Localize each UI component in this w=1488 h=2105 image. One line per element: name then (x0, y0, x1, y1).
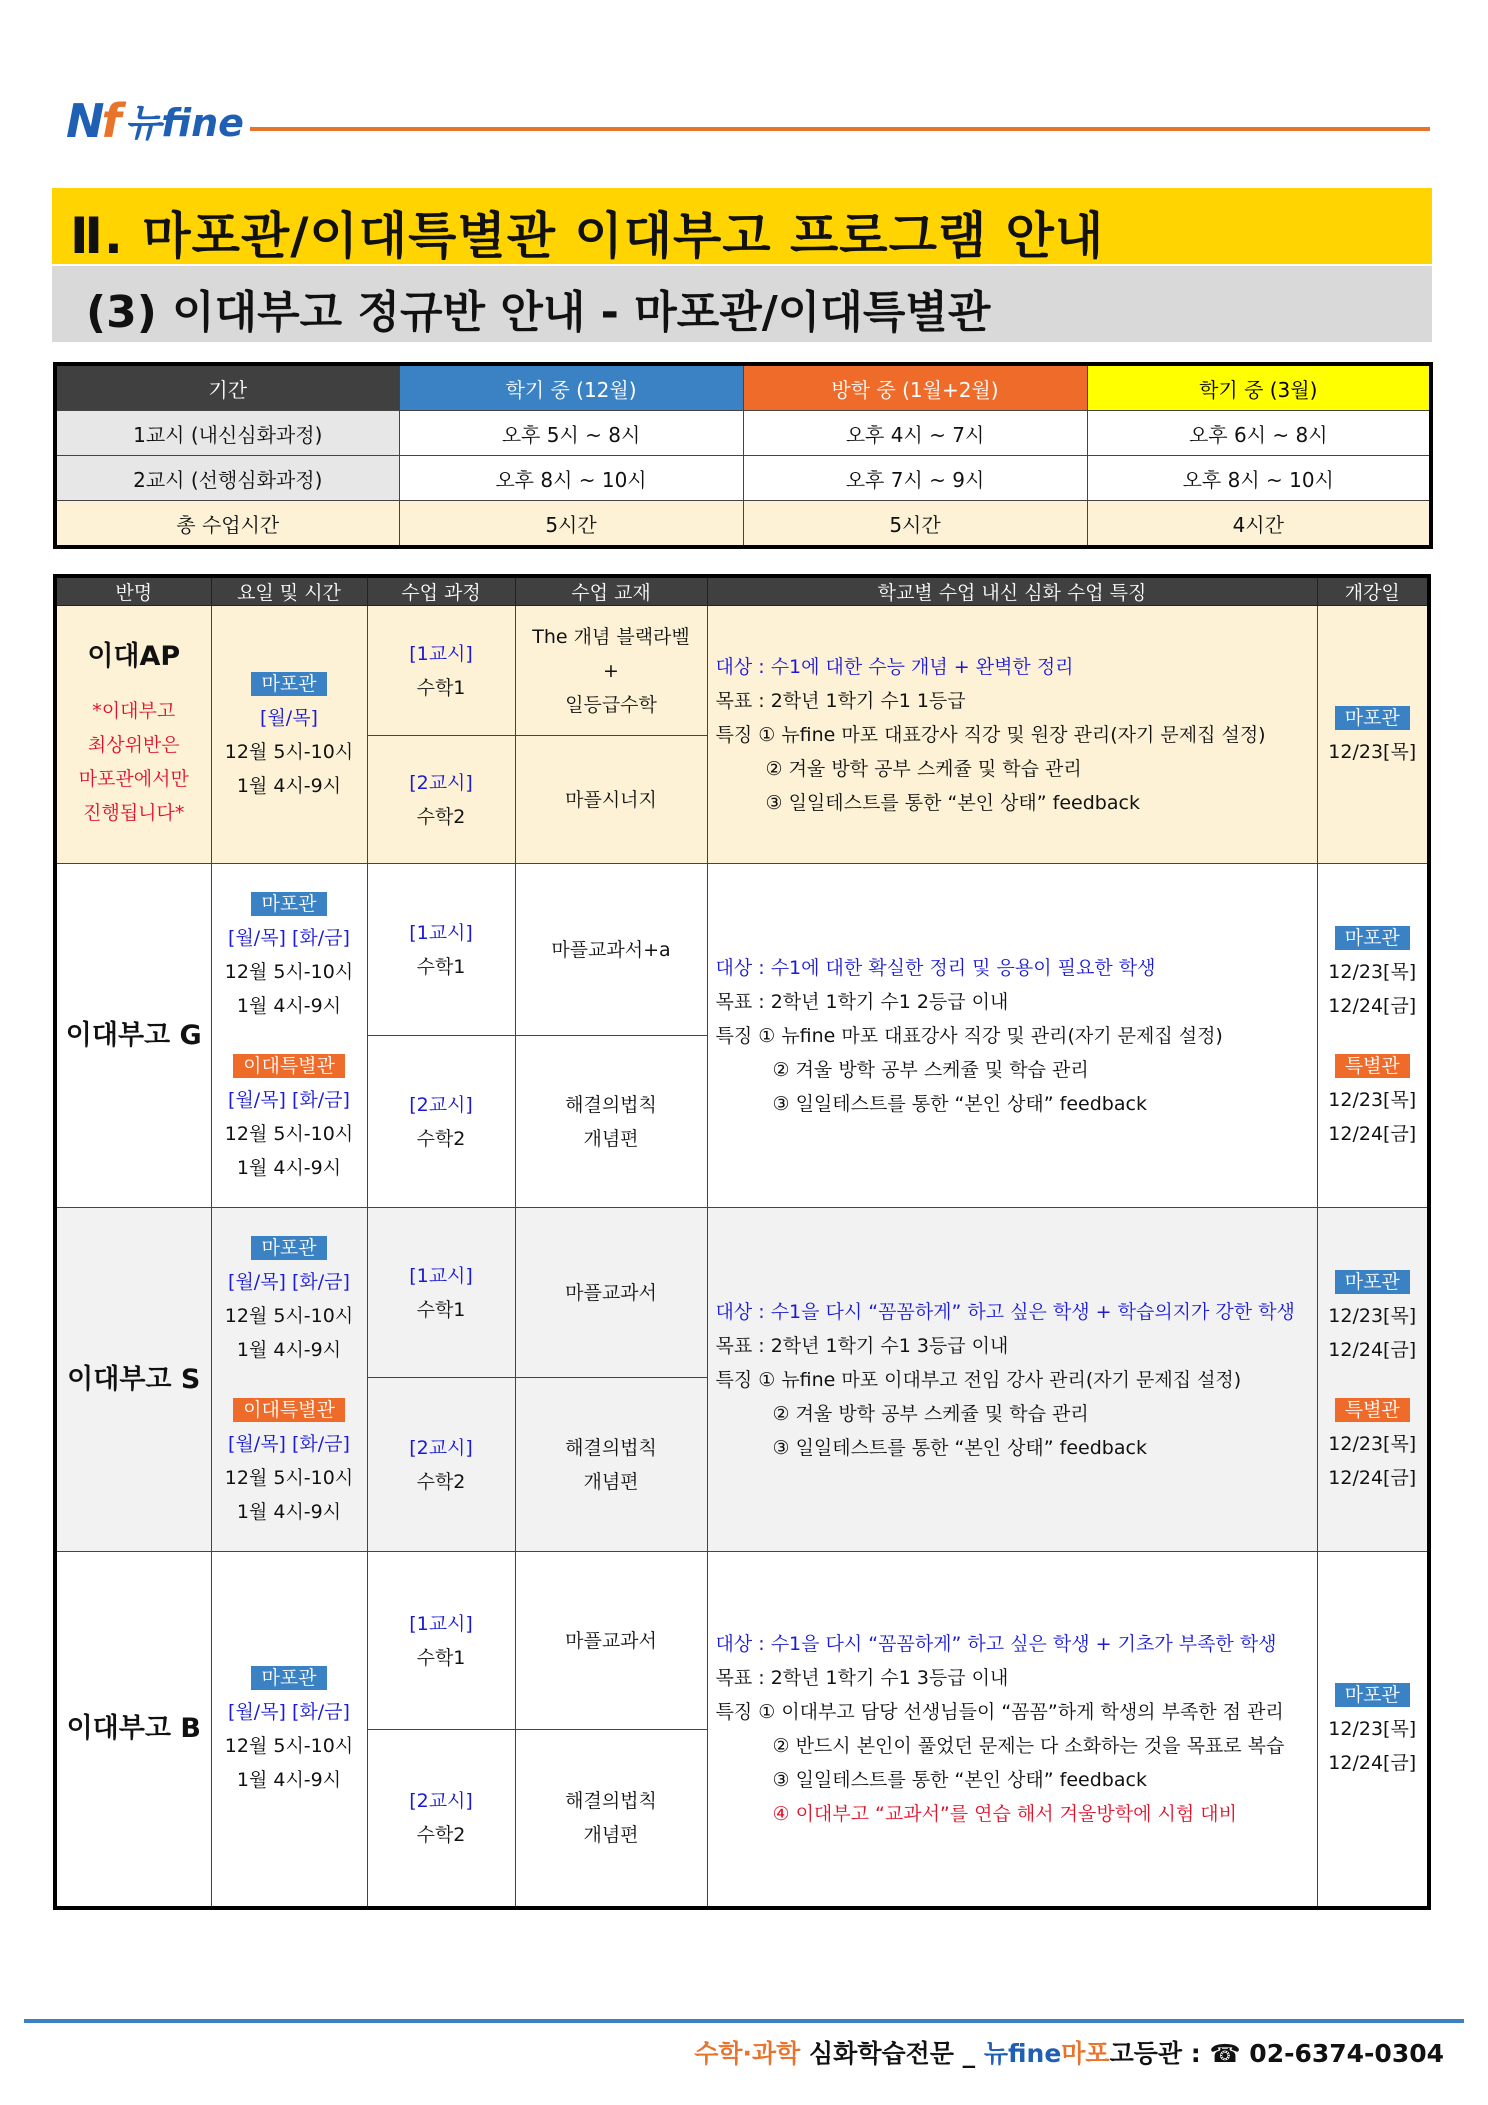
textbook-line: 마플교과서 (565, 1629, 657, 1652)
course-period: [1교시] (409, 1612, 473, 1635)
textbook-line: 해결의법칙 (565, 1093, 657, 1116)
start-date-cell (1317, 1208, 1429, 1552)
class-name-cell (55, 864, 211, 1208)
class-time-cell (211, 1208, 367, 1552)
course-subject: 수학1 (416, 1646, 466, 1669)
brand-logo (66, 88, 244, 148)
course-period: [2교시] (409, 1436, 473, 1459)
start-date-cell (1317, 864, 1429, 1208)
branch-tag: 마포관 (1335, 1683, 1410, 1707)
class-header: 수업 교재 (515, 576, 707, 606)
course-subject: 수학2 (416, 805, 466, 828)
course-cell (367, 864, 515, 1036)
class-name: 이대부고 B (66, 1712, 201, 1744)
class-header: 반명 (55, 576, 211, 606)
schedule-cell: 오후 7시 ~ 9시 (743, 456, 1087, 501)
course-subject: 수학1 (416, 676, 466, 699)
class-note-line: 마포관에서만 (78, 767, 189, 790)
class-days: [월/목] [화/금] (228, 1700, 350, 1723)
textbook-line: 마플시너지 (565, 788, 657, 811)
feature-line: ③ 일일테스트를 통한 “본인 상태” feedback (772, 1436, 1147, 1459)
start-date: 12/23[목] (1328, 740, 1417, 763)
class-row (55, 1208, 1429, 1378)
branch-tag: 마포관 (1335, 926, 1410, 950)
class-note-line: 최상위반은 (87, 733, 180, 756)
class-table (53, 574, 1431, 1910)
branch-tag: 마포관 (1335, 706, 1410, 730)
schedule-header: 학기 중 (3월) (1087, 364, 1431, 411)
textbook-line: 개념편 (583, 1823, 639, 1846)
features-cell (707, 864, 1317, 1208)
branch-tag: 마포관 (1335, 1270, 1410, 1294)
branch-tag: 특별관 (1335, 1398, 1410, 1422)
feature-line: ② 겨울 방학 공부 스케쥴 및 학습 관리 (772, 1402, 1089, 1425)
features-cell (707, 606, 1317, 864)
logo-mark: Nf (66, 94, 119, 148)
class-header: 요일 및 시간 (211, 576, 367, 606)
features-cell (707, 1552, 1317, 1908)
class-name: 이대부고 G (65, 1019, 202, 1051)
page-subtitle: (3) 이대부고 정규반 안내 - 마포관/이대특별관 (86, 287, 991, 338)
course-cell (367, 606, 515, 736)
feature-line: 특징 ① 이대부고 담당 선생님들이 “꼼꼼”하게 학생의 부족한 점 관리 (715, 1700, 1284, 1723)
footer-brand-branch: 마포 (1061, 2039, 1110, 2068)
footer-brand-suffix: 고등관 : (1109, 2039, 1210, 2068)
feature-target: 대상 : 수1에 대한 확실한 정리 및 응용이 필요한 학생 (715, 956, 1156, 979)
start-date: 12/23[목] (1328, 1088, 1417, 1111)
schedule-cell: 4시간 (1087, 501, 1431, 548)
course-cell (367, 1730, 515, 1908)
schedule-header-row (55, 364, 1431, 411)
schedule-row-label: 1교시 (내신심화과정) (55, 411, 399, 456)
class-header-row (55, 576, 1429, 606)
schedule-header: 방학 중 (1월+2월) (743, 364, 1087, 411)
course-subject: 수학1 (416, 955, 466, 978)
start-date: 12/24[금] (1328, 1751, 1417, 1774)
feature-line: 특징 ① 뉴fine 마포 대표강사 직강 및 관리(자기 문제집 설정) (715, 1024, 1223, 1047)
start-date: 12/24[금] (1328, 1466, 1417, 1489)
class-time-cell (211, 606, 367, 864)
branch-tag: 마포관 (251, 1236, 326, 1260)
class-days: [월/목] [화/금] (228, 1088, 350, 1111)
course-subject: 수학2 (416, 1470, 466, 1493)
feature-target: 대상 : 수1을 다시 “꼼꼼하게” 하고 싶은 학생 + 학습의지가 강한 학생 (715, 1300, 1295, 1323)
class-name-cell (55, 1552, 211, 1908)
textbook-line: 마플교과서+a (551, 938, 671, 961)
textbook-line: 개념편 (583, 1470, 639, 1493)
course-period: [1교시] (409, 642, 473, 665)
course-cell (367, 1552, 515, 1730)
logo-text: 뉴fine (124, 101, 244, 146)
course-period: [1교시] (409, 921, 473, 944)
branch-tag: 마포관 (251, 892, 326, 916)
class-time: 1월 4시-9시 (236, 774, 342, 797)
header-divider (250, 127, 1430, 131)
features-cell (707, 1208, 1317, 1552)
start-date: 12/23[목] (1328, 1432, 1417, 1455)
textbook-cell (515, 864, 707, 1036)
textbook-line: 일등급수학 (565, 693, 657, 716)
textbook-cell (515, 606, 707, 736)
branch-tag: 특별관 (1335, 1054, 1410, 1078)
feature-goal: 목표 : 2학년 1학기 수1 2등급 이내 (715, 990, 1009, 1013)
textbook-line: 해결의법칙 (565, 1789, 657, 1812)
phone-icon: ☎ 02-6374-0304 (1209, 2039, 1444, 2068)
start-date: 12/24[금] (1328, 994, 1417, 1017)
class-row (55, 1552, 1429, 1730)
subtitle-bar (52, 266, 1432, 342)
footer-text: 심화학습전문 _ (800, 2039, 984, 2068)
textbook-cell (515, 1378, 707, 1552)
class-time: 1월 4시-9시 (236, 1156, 342, 1179)
schedule-cell: 오후 8시 ~ 10시 (1087, 456, 1431, 501)
course-cell (367, 1036, 515, 1208)
class-row (55, 606, 1429, 736)
schedule-row (55, 456, 1431, 501)
feature-line: ③ 일일테스트를 통한 “본인 상태” feedback (765, 791, 1140, 814)
feature-line: ④ 이대부고 “교과서”를 연습 해서 겨울방학에 시험 대비 (772, 1802, 1237, 1825)
class-time: 12월 5시-10시 (224, 1466, 354, 1489)
class-name-cell (55, 606, 211, 864)
textbook-line: 해결의법칙 (565, 1436, 657, 1459)
schedule-cell: 오후 8시 ~ 10시 (399, 456, 743, 501)
schedule-cell: 5시간 (399, 501, 743, 548)
class-header: 개강일 (1317, 576, 1429, 606)
feature-line: ② 겨울 방학 공부 스케쥴 및 학습 관리 (772, 1058, 1089, 1081)
course-cell (367, 1208, 515, 1378)
schedule-row-label: 2교시 (선행심화과정) (55, 456, 399, 501)
schedule-header: 기간 (55, 364, 399, 411)
footer-divider (24, 2019, 1464, 2023)
branch-tag: 마포관 (251, 1666, 326, 1690)
schedule-cell: 오후 6시 ~ 8시 (1087, 411, 1431, 456)
class-header: 수업 과정 (367, 576, 515, 606)
textbook-line: 개념편 (583, 1127, 639, 1150)
feature-line: ② 반드시 본인이 풀었던 문제는 다 소화하는 것을 목표로 복습 (772, 1734, 1285, 1757)
class-time: 1월 4시-9시 (236, 1768, 342, 1791)
class-note-line: 진행됩니다* (83, 801, 185, 824)
class-time: 12월 5시-10시 (224, 1734, 354, 1757)
class-time: 12월 5시-10시 (224, 960, 354, 983)
course-subject: 수학2 (416, 1127, 466, 1150)
textbook-cell (515, 1208, 707, 1378)
start-date: 12/23[목] (1328, 1304, 1417, 1327)
feature-line: ③ 일일테스트를 통한 “본인 상태” feedback (772, 1092, 1147, 1115)
course-period: [2교시] (409, 771, 473, 794)
textbook-line: 마플교과서 (565, 1281, 657, 1304)
class-name: 이대부고 S (67, 1363, 201, 1395)
class-time: 1월 4시-9시 (236, 1338, 342, 1361)
schedule-header: 학기 중 (12월) (399, 364, 743, 411)
class-name-cell (55, 1208, 211, 1552)
feature-line: 특징 ① 뉴fine 마포 이대부고 전임 강사 관리(자기 문제집 설정) (715, 1368, 1242, 1391)
course-cell (367, 1378, 515, 1552)
feature-goal: 목표 : 2학년 1학기 수1 3등급 이내 (715, 1666, 1009, 1689)
footer-subjects: 수학·과학 (694, 2039, 801, 2068)
course-period: [2교시] (409, 1789, 473, 1812)
schedule-cell: 5시간 (743, 501, 1087, 548)
class-note-line: *이대부고 (92, 699, 176, 722)
class-days: [월/목] [화/금] (228, 926, 350, 949)
class-days: [월/목] [화/금] (228, 1270, 350, 1293)
textbook-cell (515, 736, 707, 864)
start-date: 12/23[목] (1328, 960, 1417, 983)
textbook-cell (515, 1552, 707, 1730)
schedule-cell: 오후 4시 ~ 7시 (743, 411, 1087, 456)
class-time: 12월 5시-10시 (224, 1122, 354, 1145)
branch-tag: 마포관 (251, 672, 326, 696)
feature-line: ② 겨울 방학 공부 스케쥴 및 학습 관리 (765, 757, 1082, 780)
course-cell (367, 736, 515, 864)
feature-goal: 목표 : 2학년 1학기 수1 3등급 이내 (715, 1334, 1009, 1357)
course-period: [2교시] (409, 1093, 473, 1116)
class-time-cell (211, 1552, 367, 1908)
feature-line: 특징 ① 뉴fine 마포 대표강사 직강 및 원장 관리(자기 문제집 설정) (715, 723, 1266, 746)
feature-goal: 목표 : 2학년 1학기 수1 1등급 (715, 689, 966, 712)
class-row (55, 864, 1429, 1036)
schedule-row (55, 411, 1431, 456)
start-date: 12/23[목] (1328, 1717, 1417, 1740)
schedule-row-label: 총 수업시간 (55, 501, 399, 548)
start-date-cell (1317, 606, 1429, 864)
feature-target: 대상 : 수1에 대한 수능 개념 + 완벽한 정리 (715, 655, 1074, 678)
class-days: [월/목] (260, 706, 318, 729)
branch-tag: 이대특별관 (233, 1054, 345, 1078)
title-bar (52, 188, 1432, 264)
class-time: 1월 4시-9시 (236, 994, 342, 1017)
schedule-row (55, 501, 1431, 548)
class-time-cell (211, 864, 367, 1208)
course-subject: 수학2 (416, 1823, 466, 1846)
textbook-cell (515, 1036, 707, 1208)
class-header: 학교별 수업 내신 심화 수업 특징 (707, 576, 1317, 606)
class-days: [월/목] [화/금] (228, 1432, 350, 1455)
class-time: 12월 5시-10시 (224, 740, 354, 763)
schedule-cell: 오후 5시 ~ 8시 (399, 411, 743, 456)
textbook-cell (515, 1730, 707, 1908)
start-date-cell (1317, 1552, 1429, 1908)
footer-brand: 뉴fine (983, 2039, 1062, 2068)
class-time: 12월 5시-10시 (224, 1304, 354, 1327)
schedule-table (53, 362, 1433, 549)
course-period: [1교시] (409, 1264, 473, 1287)
feature-line: ③ 일일테스트를 통한 “본인 상태” feedback (772, 1768, 1147, 1791)
course-subject: 수학1 (416, 1298, 466, 1321)
class-name: 이대AP (87, 640, 181, 672)
class-time: 1월 4시-9시 (236, 1500, 342, 1523)
feature-target: 대상 : 수1을 다시 “꼼꼼하게” 하고 싶은 학생 + 기초가 부족한 학생 (715, 1632, 1277, 1655)
footer (694, 2034, 1444, 2070)
textbook-line: The 개념 블랙라벨 (532, 625, 690, 648)
start-date: 12/24[금] (1328, 1122, 1417, 1145)
textbook-line: + (603, 659, 619, 682)
branch-tag: 이대특별관 (233, 1398, 345, 1422)
start-date: 12/24[금] (1328, 1338, 1417, 1361)
page-title: Ⅱ. 마포관/이대특별관 이대부고 프로그램 안내 (70, 207, 1105, 265)
